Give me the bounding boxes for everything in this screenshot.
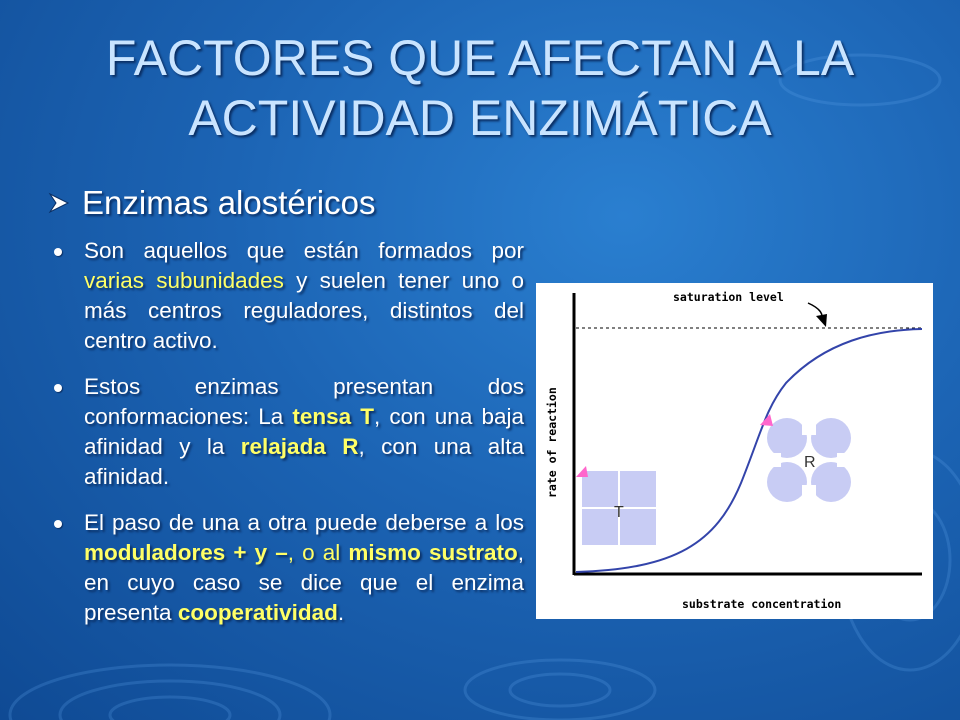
highlighted-term: , o al bbox=[287, 540, 349, 565]
t-binding-marker bbox=[576, 466, 588, 477]
text-fragment: Estos enzimas presentan dos conformaciones: La bbox=[84, 374, 524, 429]
allosteric-curve-figure bbox=[536, 283, 933, 619]
bullet-dot-icon bbox=[54, 520, 62, 528]
allosteric-diagram bbox=[536, 283, 933, 619]
bullet-text bbox=[84, 508, 524, 628]
highlighted-term: mismo sustrato bbox=[348, 540, 518, 565]
text-fragment: y suelen tener uno o más centros reguladores, distintos del centro activo. bbox=[84, 268, 524, 353]
bullet-item bbox=[50, 372, 524, 492]
r-conformation bbox=[767, 418, 851, 502]
text-fragment: Son aquellos que están formados por bbox=[84, 238, 524, 263]
bullet-dot-icon bbox=[54, 384, 62, 392]
saturation-arrowhead bbox=[816, 314, 827, 327]
highlighted-term: cooperatividad bbox=[177, 600, 338, 625]
section-heading bbox=[48, 184, 375, 222]
title-line-2: ACTIVIDAD ENZIMÁTICA bbox=[188, 90, 772, 146]
bullet-item bbox=[50, 508, 524, 628]
y-axis-label: rate of reaction bbox=[545, 387, 559, 498]
bullet-text bbox=[84, 236, 524, 356]
text-fragment: , en cuyo caso se dice que el enzima presenta bbox=[84, 540, 525, 625]
highlighted-term: relajada R bbox=[240, 434, 359, 459]
saturation-label: saturation level bbox=[673, 290, 784, 304]
bullet-list bbox=[50, 236, 524, 644]
highlighted-term: varias subunidades bbox=[84, 268, 284, 293]
heading-text: Enzimas alostéricos bbox=[82, 184, 376, 221]
slide-title bbox=[0, 28, 960, 148]
title-line-1: FACTORES QUE AFECTAN A LA bbox=[105, 30, 855, 86]
bullet-text bbox=[84, 372, 524, 492]
arrow-bullet-icon bbox=[48, 192, 70, 214]
highlighted-term: moduladores + y – bbox=[84, 540, 288, 565]
bullet-item bbox=[50, 236, 524, 356]
bullet-dot-icon bbox=[54, 248, 62, 256]
t-conformation bbox=[580, 469, 658, 547]
x-axis-label: substrate concentration bbox=[682, 597, 842, 611]
text-fragment: , con una alta afinidad. bbox=[84, 434, 524, 489]
highlighted-term: tensa T bbox=[292, 404, 375, 429]
t-label: T bbox=[614, 504, 624, 521]
text-fragment: El paso de una a otra puede deberse a los bbox=[84, 510, 524, 535]
text-fragment: , con una baja afinidad y la bbox=[84, 404, 524, 459]
r-label: R bbox=[804, 454, 816, 471]
text-fragment: . bbox=[337, 600, 345, 625]
